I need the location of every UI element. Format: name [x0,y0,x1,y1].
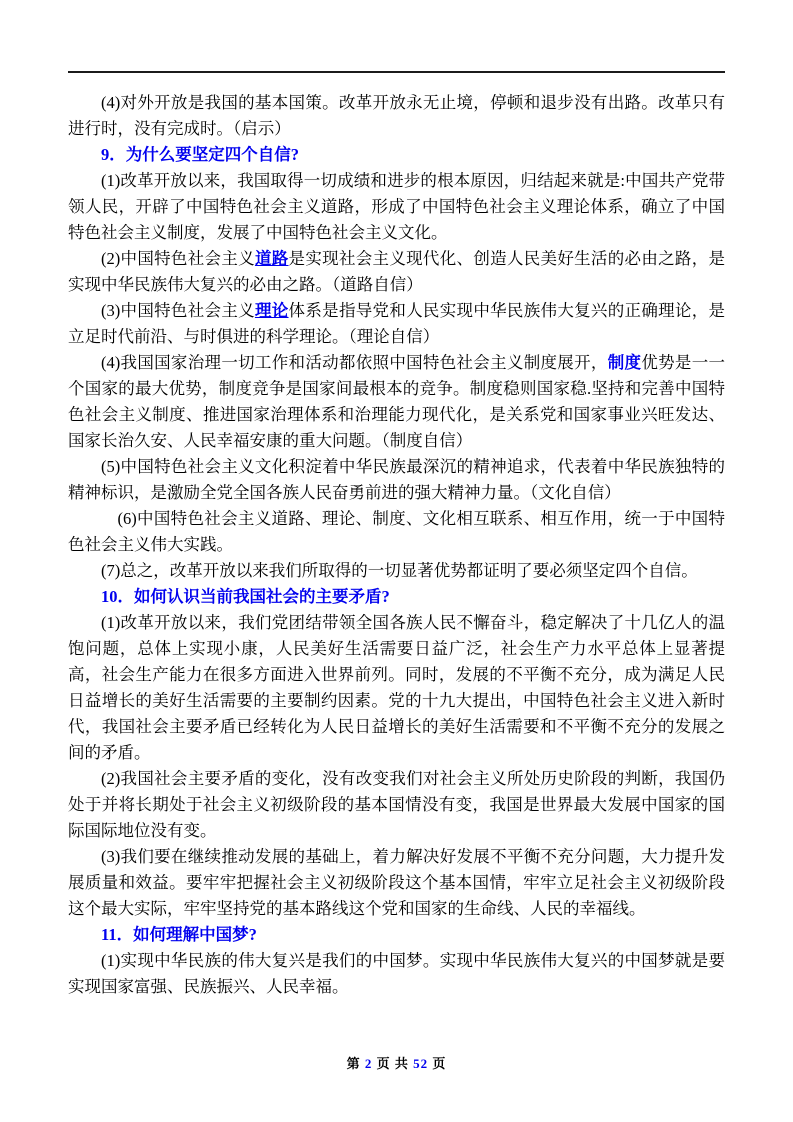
section-heading [68,142,725,168]
section-heading [68,922,725,948]
text-run: (6)中国特色社会主义道路、理论、制度、文化相互联系、相互作用，统一于中国特色社会主义伟大实践。 [68,509,725,554]
paragraph [68,844,725,922]
paragraph [68,506,725,558]
text-run: 9．为什么要坚定四个自信? [101,145,299,164]
text-run: 是实现社会主义现代化、创造人民美好生活的必由之路，是实现中华民族伟大复兴的必由之路。（道路自信） [68,249,726,294]
text-run: 体系是指导党和人民实现中华民族伟大复兴的正确理论，是立足时代前沿、与时俱进的科学理论。（理论自信） [68,301,726,346]
text-run: 10．如何认识当前我国社会的主要矛盾? [101,587,390,606]
paragraph [68,350,725,454]
paragraph [68,610,725,766]
text-run: (5)中国特色社会主义文化积淀着中华民族最深沉的精神追求，代表着中华民族独特的精神标识，是激励全党全国各族人民奋勇前进的强大精神力量。（文化自信） [68,457,725,502]
paragraph [68,90,725,142]
text-run: (4)我国国家治理一切工作和活动都依照中国特色社会主义制度展开， [101,353,608,372]
footer-text-middle: 页 共 [372,1056,414,1071]
paragraph [68,298,725,350]
text-run: 11．如何理解中国梦? [101,925,257,944]
text-run: (7)总之，改革开放以来我们所取得的一切显著优势都证明了要必须坚定四个自信。 [101,561,698,580]
header-rule [68,71,725,73]
document-body [68,90,725,1000]
text-run: (2)我国社会主要矛盾的变化，没有改变我们对社会主义所处历史阶段的判断，我国仍处于并将长期处于社会主义初级阶段的基本国情没有变，我国是世界最大发展中国家的国际国际地位没有变。 [68,769,725,840]
paragraph [68,766,725,844]
text-run: (2)中国特色社会主义 [101,249,255,268]
footer-page-number: 2 [364,1056,373,1071]
paragraph [68,168,725,246]
footer-text-suffix: 页 [428,1056,447,1071]
text-run: (1)改革开放以来，我们党团结带领全国各族人民不懈奋斗，稳定解决了十几亿人的温饱问题，总体上实现小康，人民美好生活需要日益广泛，社会生产力水平总体上显著提高，社会生产能力在很多方面进入世界前列。同时，发展的不平衡不充分，成为满足人民日益增长的美好生活需要的主要制约因素。党的十九大提出，中国特色社会主义进入新时代，我国社会主要矛盾已经转化为人民日益增长的美好生活需要和不平衡不充分的发展之间的矛盾。 [68,613,725,762]
text-run: (3)我们要在继续推动发展的基础上，着力解决好发展不平衡不充分问题，大力提升发展质量和效益。要牢牢把握社会主义初级阶段这个基本国情，牢牢立足社会主义初级阶段这个最大实际，牢牢坚持党的基本路线这个党和国家的生命线、人民的幸福线。 [68,847,725,918]
page-footer [0,1053,793,1072]
text-run: (1)改革开放以来，我国取得一切成绩和进步的根本原因，归结起来就是:中国共产党带领人民，开辟了中国特色社会主义道路，形成了中国特色社会主义理论体系，确立了中国特色社会主义制度，发展了中国特色社会主义文化。 [68,171,725,242]
paragraph [68,246,725,298]
footer-text-prefix: 第 [346,1056,365,1071]
text-run: 优势是一一个国家的最大优势，制度竞争是国家间最根本的竞争。制度稳则国家稳.坚持和完善中国特色社会主义制度、推进国家治理体系和治理能力现代化，是关系党和国家事业兴旺发达、国家长治久安、人民幸福安康的重大问题。（制度自信） [68,353,726,450]
paragraph [68,558,725,584]
hyperlink[interactable]: 理论 [254,301,289,320]
section-heading [68,584,725,610]
paragraph [68,948,725,1000]
text-run: (4)对外开放是我国的基本国策。改革开放永无止境，停顿和退步没有出路。改革只有进行时，没有完成时。（启示） [68,93,725,138]
text-run: 制度 [607,353,642,372]
text-run: (3)中国特色社会主义 [101,301,255,320]
text-run: (1)实现中华民族的伟大复兴是我们的中国梦。实现中华民族伟大复兴的中国梦就是要实现国家富强、民族振兴、人民幸福。 [68,951,725,996]
paragraph [68,454,725,506]
footer-total-pages: 52 [413,1056,429,1071]
hyperlink[interactable]: 道路 [254,249,289,268]
